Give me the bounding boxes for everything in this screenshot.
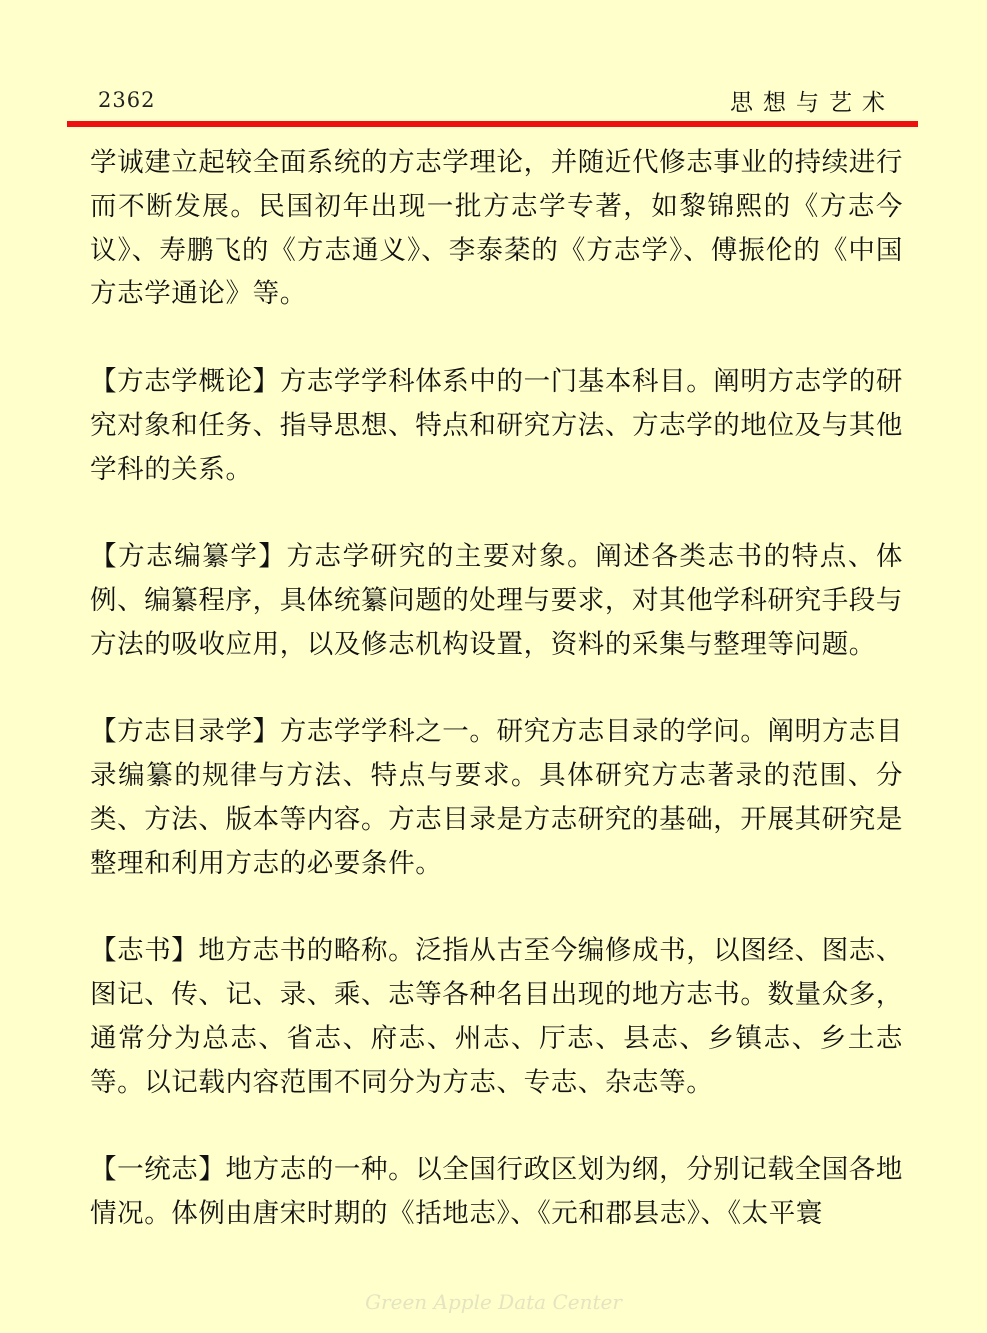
body-text <box>90 141 903 1280</box>
entry-term: 【方志目录学】 <box>90 716 280 748</box>
entry-paragraph <box>90 141 903 316</box>
entry-text: 方志学研究的主要对象。阐述各类志书的特点、体例、编纂程序，具体统纂问题的处理与要求，对其他学科研究手段与方法的吸收应用，以及修志机构设置，资料的采集与整理等问题。 <box>90 541 904 660</box>
entry-paragraph <box>90 929 903 1104</box>
entry-term: 【方志学概论】 <box>90 365 280 397</box>
watermark: Green Apple Data Center <box>365 1290 622 1314</box>
entry-term: 【志书】 <box>90 935 199 967</box>
header-rule <box>67 121 918 127</box>
entry-paragraph <box>90 535 903 666</box>
entry-text: 学诚建立起较全面系统的方志学理论，并随近代修志事业的持续进行而不断发展。民国初年出现一批方志学专著，如黎锦熙的《方志今议》、寿鹏飞的《方志通义》、李泰棻的《方志学》、傅振伦的《中国方志学通论》等。 <box>90 147 903 310</box>
entry-text: 地方志的一种。以全国行政区划为纲，分别记载全国各地情况。体例由唐宋时期的《括地志》、《元和郡县志》、《太平寰 <box>90 1154 903 1230</box>
entry-paragraph <box>90 1148 903 1236</box>
entry-paragraph <box>90 710 903 885</box>
entry-paragraph <box>90 360 903 491</box>
entry-term: 【一统志】 <box>90 1154 226 1186</box>
entry-text: 地方志书的略称。泛指从古至今编修成书，以图经、图志、图记、传、记、录、乘、志等各种名目出现的地方志书。数量众多，通常分为总志、省志、府志、州志、厅志、县志、乡镇志、乡土志等。以记载内容范围不同分为方志、专志、杂志等。 <box>90 935 904 1098</box>
entry-text: 方志学学科之一。研究方志目录的学问。阐明方志目录编纂的规律与方法、特点与要求。具体研究方志著录的范围、分类、方法、版本等内容。方志目录是方志研究的基础，开展其研究是整理和利用方志的必要条件。 <box>90 716 904 879</box>
running-head: 思想与艺术 <box>730 90 895 116</box>
page-number: 2362 <box>98 88 156 112</box>
entry-term: 【方志编纂学】 <box>90 541 287 573</box>
entry-text: 方志学学科体系中的一门基本科目。阐明方志学的研究对象和任务、指导思想、特点和研究方法、方志学的地位及与其他学科的关系。 <box>90 365 904 485</box>
